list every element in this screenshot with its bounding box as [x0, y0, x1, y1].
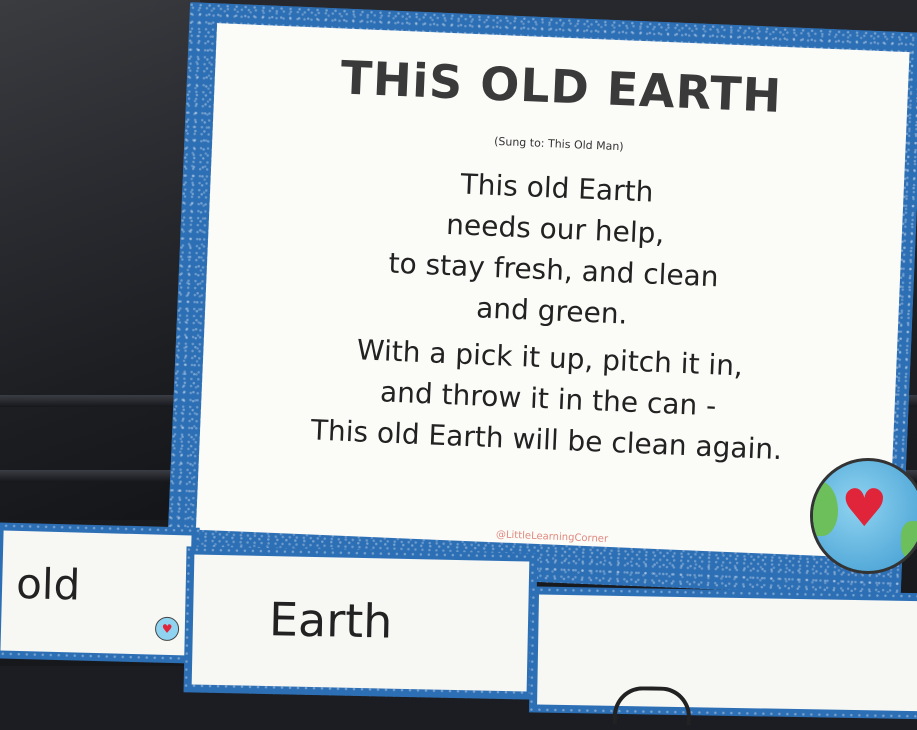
poem-subtitle: (Sung to: This Old Man) — [493, 134, 624, 154]
poem-line: This old Earth will be clean again. — [310, 413, 783, 467]
poem-line: This old Earth — [460, 167, 655, 209]
word-card-text: Earth — [268, 592, 393, 649]
word-card-earth — [184, 546, 538, 699]
poem-line: With a pick it up, pitch it in, — [356, 333, 744, 383]
poem-title: THiS OLD EARTH — [339, 50, 784, 123]
word-card-old — [0, 522, 200, 663]
word-card-partial — [529, 586, 917, 719]
poem-line: to stay fresh, and clean — [387, 246, 720, 294]
word-card-text: old — [15, 558, 81, 610]
mini-globe-heart-icon: ♥ — [155, 617, 180, 642]
earth-globe-with-heart-icon — [810, 458, 917, 574]
pocket-chart-left-panel — [0, 0, 200, 520]
poem-line: and green. — [475, 291, 629, 331]
word-card-partial-letter — [613, 686, 692, 725]
globe-land — [810, 481, 838, 536]
poem-stanza-2 — [199, 323, 897, 475]
watermark: @LittleLearningCorner — [495, 529, 609, 545]
globe-land — [901, 521, 917, 561]
poem-line: needs our help, — [445, 207, 666, 251]
poem-line: and throw it in the can - — [379, 375, 717, 423]
poem-card-inner — [196, 23, 910, 559]
poem-card — [166, 2, 917, 597]
poem-stanza-1 — [205, 153, 904, 346]
heart-icon: ♥ — [841, 479, 888, 539]
